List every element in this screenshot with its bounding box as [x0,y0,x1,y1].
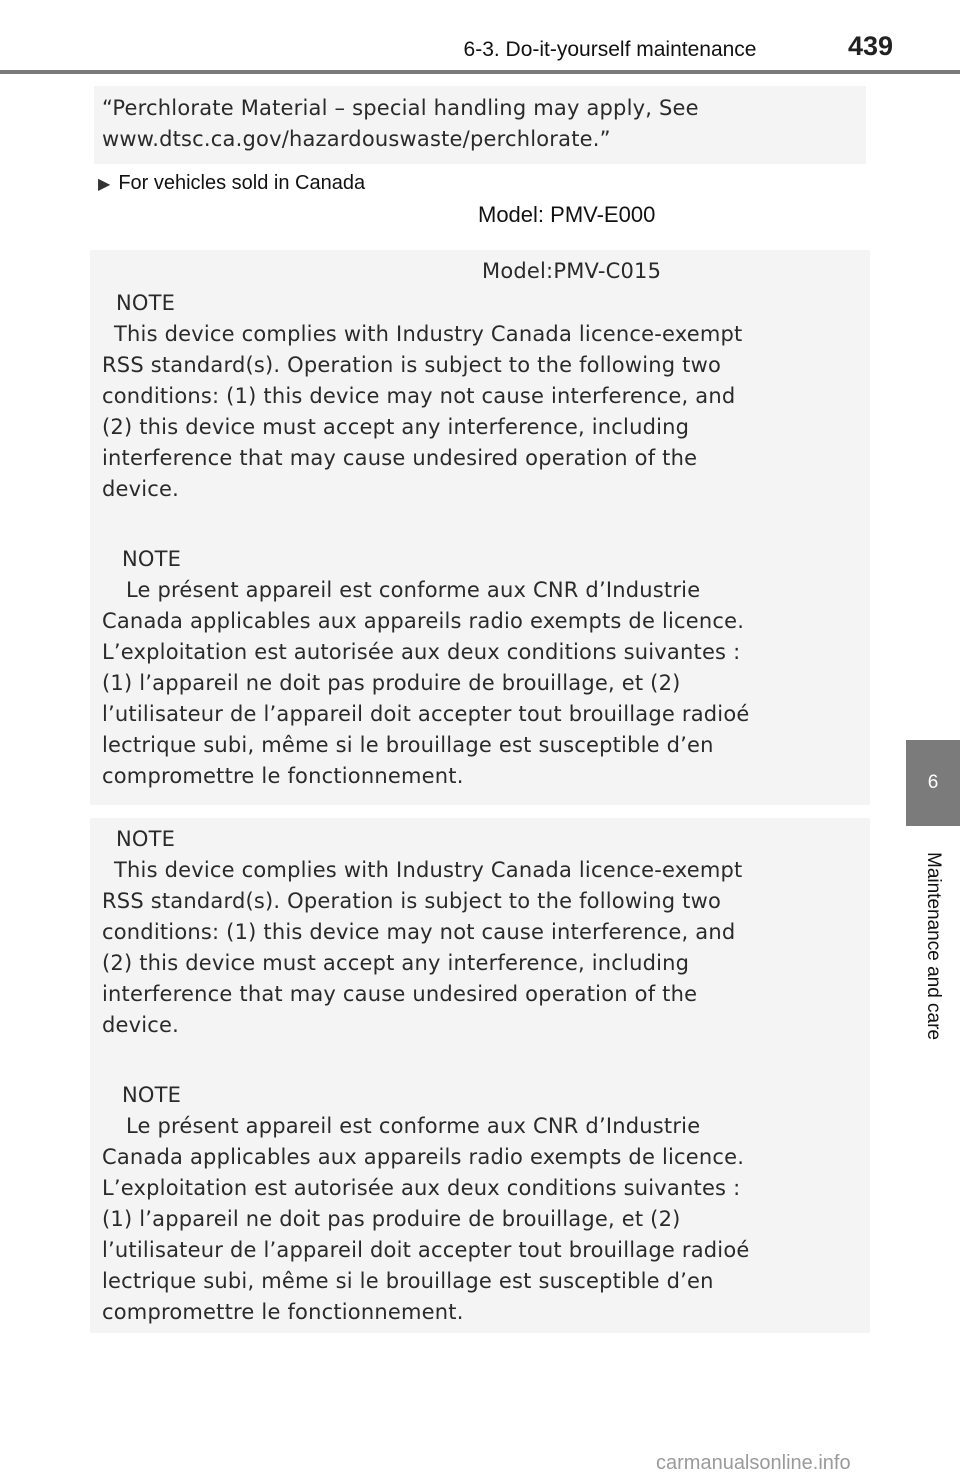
note-title: NOTE [122,1083,182,1107]
note-line: device. [102,477,180,501]
model-e000-label: Model: PMV-E000 [478,202,656,227]
note-line: Canada applicables aux appareils radio exempts de licence. [102,1145,745,1169]
note-line: (2) this device must accept any interference, including [102,951,690,975]
note-line: conditions: (1) this device may not cause interference, and [102,384,736,408]
e000-note-en [102,824,862,1041]
note-title: NOTE [122,547,182,571]
e000-label-image [90,818,870,1333]
note-line: lectrique subi, même si le brouillage est susceptible d’en [102,733,714,757]
note-line: device. [102,1013,180,1037]
note-line: (1) l’appareil ne doit pas produire de brouillage, et (2) [102,671,681,695]
perchlorate-line-2: www.dtsc.ca.gov/hazardouswaste/perchlorate.” [102,127,611,151]
canada-heading [98,172,365,195]
note-line: RSS standard(s). Operation is subject to the following two [102,889,722,913]
e000-note-fr [102,1080,862,1328]
bullet-triangle-icon: ▶ [98,176,111,193]
note-title: NOTE [116,291,176,315]
note-line: interference that may cause undesired operation of the [102,982,698,1006]
perchlorate-line-1: “Perchlorate Material – special handling may apply, See [102,96,699,120]
note-line: L’exploitation est autorisée aux deux conditions suivantes : [102,640,741,664]
note-line: Canada applicables aux appareils radio exempts de licence. [102,609,745,633]
canada-heading-text: For vehicles sold in Canada [118,172,366,194]
header-divider [0,70,960,74]
c015-note-fr [102,544,862,792]
note-line: l’utilisateur de l’appareil doit accepter tout brouillage radioé [102,1238,750,1262]
chapter-label: Maintenance and care [923,851,944,1041]
watermark: carmanualsonline.info [656,1452,851,1474]
chapter-number: 6 [927,772,939,793]
note-line: compromettre le fonctionnement. [102,1300,464,1324]
chapter-tab [906,740,960,826]
note-line: This device complies with Industry Canada licence-exempt [114,858,743,882]
note-line: l’utilisateur de l’appareil doit accepter tout brouillage radioé [102,702,750,726]
note-line: (2) this device must accept any interference, including [102,415,690,439]
c015-label-image [90,250,870,805]
note-line: RSS standard(s). Operation is subject to the following two [102,353,722,377]
note-title: NOTE [116,827,176,851]
note-line: interference that may cause undesired operation of the [102,446,698,470]
perchlorate-label-image [94,86,866,164]
section-title: 6-3. Do-it-yourself maintenance [463,38,757,61]
note-line: (1) l’appareil ne doit pas produire de brouillage, et (2) [102,1207,681,1231]
note-line: compromettre le fonctionnement. [102,764,464,788]
note-line: L’exploitation est autorisée aux deux conditions suivantes : [102,1176,741,1200]
c015-note-en [102,288,862,505]
page-number: 439 [848,31,894,61]
note-line: Le présent appareil est conforme aux CNR d’Industrie [126,1114,701,1138]
note-line: This device complies with Industry Canada licence-exempt [114,322,743,346]
note-line: lectrique subi, même si le brouillage est susceptible d’en [102,1269,714,1293]
model-c015-label: Model:PMV-C015 [482,259,662,283]
note-line: conditions: (1) this device may not cause interference, and [102,920,736,944]
note-line: Le présent appareil est conforme aux CNR d’Industrie [126,578,701,602]
